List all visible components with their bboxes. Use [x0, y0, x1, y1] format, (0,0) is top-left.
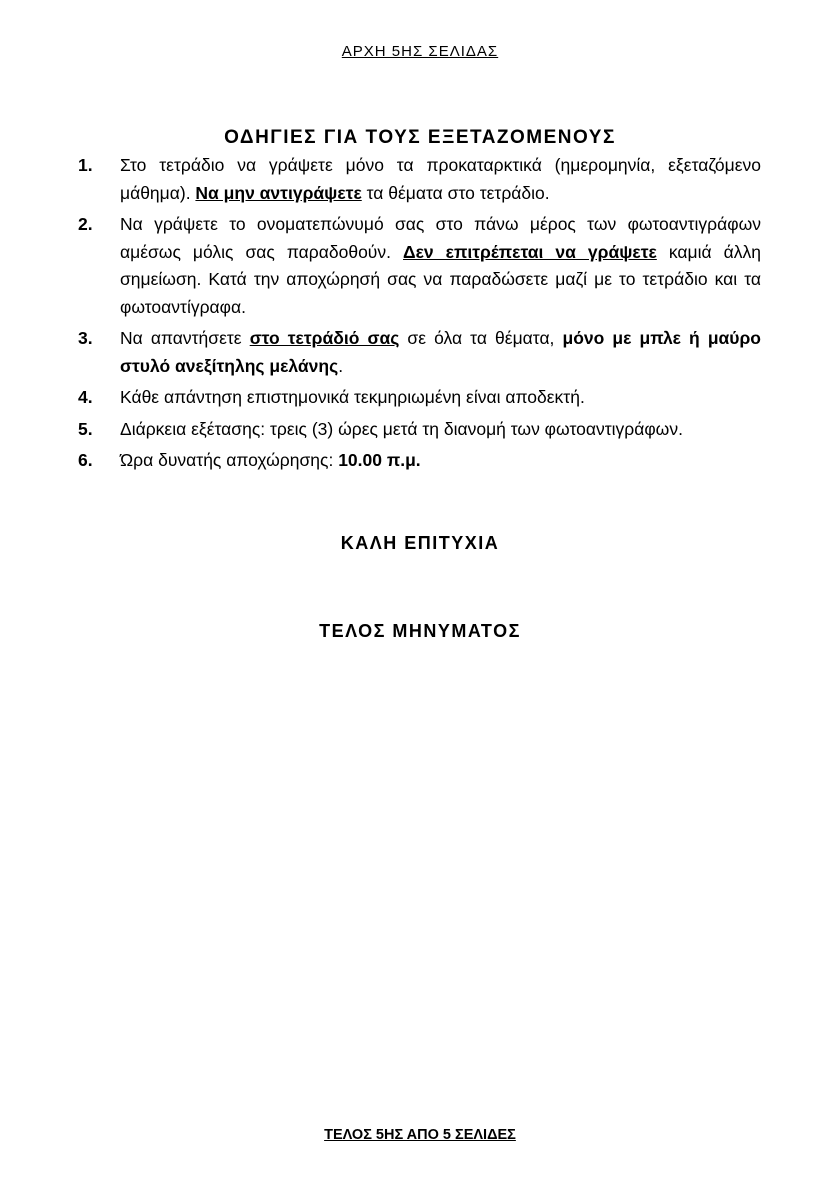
instruction-item-4: [78, 384, 761, 412]
item-number: 1.: [78, 155, 93, 175]
page-header: ΑΡΧΗ 5ΗΣ ΣΕΛΙΔΑΣ: [341, 43, 499, 60]
item-number: 3.: [78, 328, 93, 348]
item-number: 2.: [78, 214, 93, 234]
instruction-item-2: [78, 211, 761, 321]
bold-segment: 10.00 π.μ.: [338, 450, 421, 470]
item-text: [120, 211, 761, 321]
item-text: [120, 152, 761, 207]
instruction-item-1: [78, 152, 761, 207]
instruction-item-5: [78, 416, 761, 444]
text-segment: Να απαντήσετε: [120, 328, 250, 348]
item-text: [120, 325, 761, 380]
item-text: [120, 384, 761, 412]
text-segment: σε όλα τα θέματα,: [399, 328, 563, 348]
text-segment: Κάθε απάντηση επιστημονικά τεκμηριωμένη είναι αποδεκτή.: [120, 387, 585, 407]
instruction-item-3: [78, 325, 761, 380]
item-number: 4.: [78, 387, 93, 407]
emphasis-segment: Δεν επιτρέπεται να γράψετε: [403, 241, 657, 262]
item-text: [120, 447, 761, 475]
text-segment: Στο τετράδιο να γράψετε μόνο τα προκαταρκτικά (ημερομηνία, εξεταζόμενο μάθημα).: [120, 155, 761, 203]
text-segment: Να γράψετε το ονοματεπώνυμό σας στο πάνω μέρος των φωτοαντιγράφων αμέσως μόλις σας παραδοθούν.: [120, 214, 761, 262]
item-text: [120, 416, 761, 444]
good-luck-message: ΚΑΛΗ ΕΠΙΤΥΧΙΑ: [340, 533, 500, 553]
item-number: 5.: [78, 418, 93, 439]
instructions-list: [78, 152, 761, 479]
emphasis-segment: Να μην αντιγράψετε: [195, 182, 362, 203]
text-segment: τα θέματα στο τετράδιο.: [361, 182, 550, 203]
bold-segment: μόνο με μπλε ή μαύρο στυλό ανεξίτηλης μελάνης: [120, 328, 761, 376]
end-of-message: ΤΕΛΟΣ ΜΗΝΥΜΑΤΟΣ: [319, 621, 521, 641]
instruction-item-6: [78, 447, 761, 475]
emphasis-segment: στο τετράδιό σας: [249, 328, 400, 348]
text-segment: Ώρα δυνατής αποχώρησης:: [120, 450, 339, 470]
text-segment: .: [338, 355, 344, 376]
item-number: 6.: [78, 450, 93, 470]
text-segment: καμιά άλλη σημείωση. Κατά την αποχώρησή σας να παραδώσετε μαζί με το τετράδιο και τα φωτοαντίγραφα.: [120, 241, 761, 317]
page-footer: ΤΕΛΟΣ 5ΗΣ ΑΠΟ 5 ΣΕΛΙΔΕΣ: [324, 1127, 516, 1143]
instructions-title: ΟΔΗΓΙΕΣ ΓΙΑ ΤΟΥΣ ΕΞΕΤΑΖΟΜΕΝΟΥΣ: [224, 127, 616, 148]
text-segment: Διάρκεια εξέτασης: τρεις (3) ώρες μετά τη διανομή των φωτοαντιγράφων.: [120, 418, 683, 439]
